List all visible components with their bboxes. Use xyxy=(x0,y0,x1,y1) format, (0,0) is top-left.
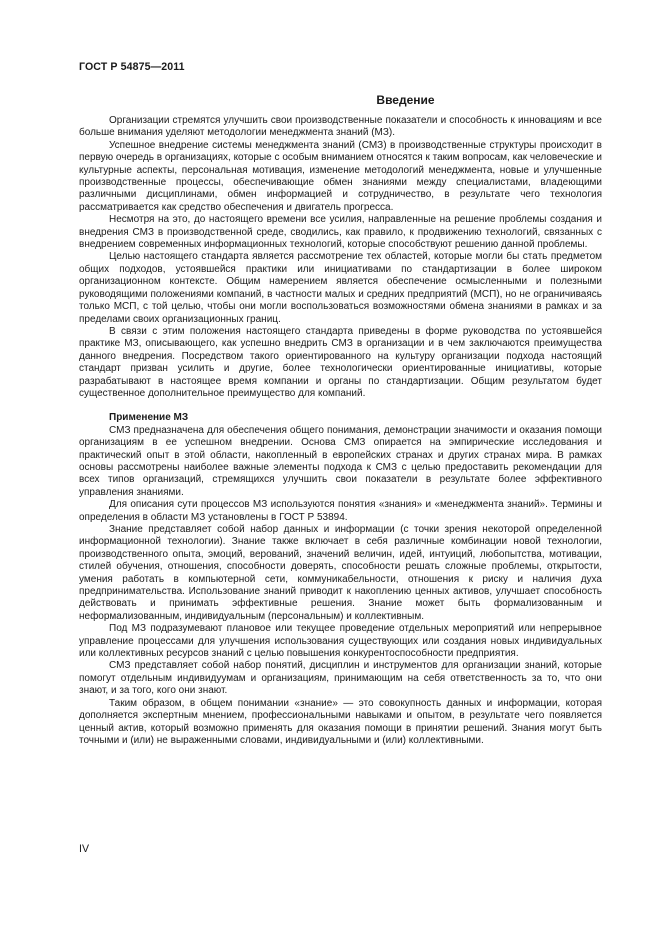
page-title: Введение xyxy=(376,93,435,107)
section-paragraph: Под МЗ подразумевают плановое или текущее проведение отдельных мероприятий или непрерывное управление процессами для улучшения использования существующих или создания новых индивидуальных или коллективных ресурсов знаний с целью повышения конкурентоспособности предприятия. xyxy=(79,623,602,660)
intro-paragraph: Организации стремятся улучшить свои производственные показатели и способность к инновациям и все больше внимания уделяют методологии менеджмента знаний (МЗ). xyxy=(79,115,602,139)
document-header: ГОСТ Р 54875—2011 xyxy=(79,61,185,73)
section-paragraph: СМЗ представляет собой набор понятий, дисциплин и инструментов для организации знаний, которые помогут отдельным индивидуумам и организациям, принимающим на себя ответственность за то, что они знают, и за того, кого они знают. xyxy=(79,660,602,697)
intro-paragraph: Несмотря на это, до настоящего времени все усилия, направленные на решение проблемы создания и внедрения СМЗ в производственной среде, сводились, как правило, к продвижению технологий, связанных с внедрением современных информационных технологий, которые способствуют решению данной проблемы. xyxy=(79,214,602,251)
intro-paragraph: Успешное внедрение системы менеджмента знаний (СМЗ) в производственные структуры происходит в первую очередь в организациях, которые с особым вниманием относятся к таким вопросам, как человеческие и культурные аспекты, персональная мотивация, изменение методологий менеджмента, новые и улучшенные производственные процессы, обеспечивающие обмен знаниями между специалистами, владеющими различными дисциплинами, обмен информацией и сотрудничество, в результате чего технология рассматривается как средство обеспечения и двигатель прогресса. xyxy=(79,139,602,213)
document-body xyxy=(79,115,602,747)
section-paragraph: Знание представляет собой набор данных и информации (с точки зрения некоторой определенной информационной технологии). Знание также включает в себя различные комбинации новой технологии, производственного опыта, эмоций, верований, значений величин, идей, интуиций, любопытства, мотивации, стилей обучения, отношения, способности доверять, способности решать сложные проблемы, открытости, умения работать в компьютерной сети, коммуникабельности, отношения к риску и наличия духа предпринимательства. Использование знаний приводит к накоплению ценных активов, улучшает способность действовать и принимать эффективные решения. Знание может быть формализованным и неформализованным, индивидуальным (персональным) и коллективным. xyxy=(79,524,602,622)
section-paragraph: СМЗ предназначена для обеспечения общего понимания, демонстрации значимости и оказания помощи организациям в ее успешном внедрении. Основа СМЗ опирается на эмпирические исследования и практический опыт в этой области, накопленный в европейских странах и других странах мира. В рамках основы рассмотрены наиболее важные элементы подхода к СМЗ с целью предоставить рекомендации для всех типов организаций, стремящихся улучшить свои показатели в результате более эффективного управления знаниями. xyxy=(79,424,602,498)
section-heading: Применение МЗ xyxy=(109,412,189,424)
section-paragraph: Таким образом, в общем понимании «знание» — это совокупность данных и информации, которая дополняется экспертным мнением, профессиональными навыками и опытом, в результате чего появляется ценный актив, который возможно применять для оказания помощи в принятии решений. Знания могут быть точными и (или) не выраженными словами, индивидуальными и (или) коллективными. xyxy=(79,697,602,746)
section-paragraph: Для описания сути процессов МЗ используются понятия «знания» и «менеджмента знаний». Термины и определения в области МЗ установлены в ГОСТ Р 53894. xyxy=(79,499,602,523)
intro-paragraph: Целью настоящего стандарта является рассмотрение тех областей, которые могли бы стать предметом общих подходов, устоявшейся практики или инициативами по стандартизации в более широком организационном контексте. Общим намерением является обеспечение осмысленными и полезными руководящими положениями компаний, в частности малых и средних предприятий (МСП), но не ограничиваясь только МСП, с той целью, чтобы они могли воспользоваться возможностями обмена знаниями в рамках и за пределами своих организационных границ. xyxy=(79,251,602,325)
page-number: IV xyxy=(79,843,90,855)
intro-paragraph: В связи с этим положения настоящего стандарта приведены в форме руководства по устоявшейся практике МЗ, описывающего, как успешно внедрить СМЗ в организации и в чем заключаются преимущества данного внедрения. Посредством такого ориентированного на культуру организации подхода настоящий стандарт призван усилить и другие, более технологически ориентированные инициативы, которые разрабатывают в настоящее время компании и органы по стандартизации. Общим результатом будет существенное дополнительное преимущество для компаний. xyxy=(79,325,602,399)
